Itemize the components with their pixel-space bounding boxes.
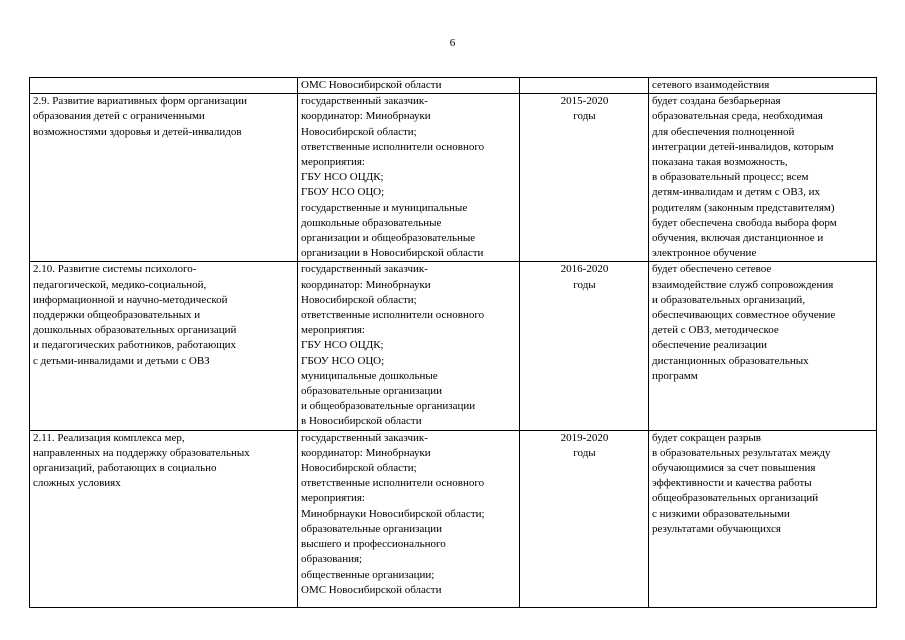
result-line: для обеспечения полноценной: [652, 125, 795, 138]
table-row: [30, 78, 877, 94]
executors-line: ГБОУ НСО ОЦО;: [301, 354, 385, 367]
event-cell: [30, 430, 298, 607]
executors-line: образования;: [301, 553, 363, 566]
executors-line: Новосибирской области;: [301, 293, 417, 306]
event-line: с детьми-инвалидами и детьми с ОВЗ: [33, 354, 210, 367]
result-line: и образовательных организаций,: [652, 293, 806, 306]
result-line: будет обеспечено сетевое: [652, 263, 772, 276]
period-line: 2019-2020: [560, 431, 609, 444]
executors-line: муниципальные дошкольные: [301, 369, 438, 382]
event-line: дошкольных образовательных организаций: [33, 324, 237, 337]
executors-cell: [298, 78, 520, 94]
executors-line: общественные организации;: [301, 568, 435, 581]
executors-line: ГБУ НСО ОЦДК;: [301, 339, 384, 352]
table-row: [30, 262, 877, 430]
executors-line: ответственные исполнители основного: [301, 477, 485, 490]
executors-line: государственный заказчик-: [301, 431, 428, 444]
period-cell: [520, 430, 649, 607]
result-line: программ: [652, 369, 698, 382]
event-line: 2.9. Развитие вариативных форм организации: [33, 95, 248, 108]
period-line: годы: [573, 110, 596, 123]
executors-line: Новосибирской области;: [301, 125, 417, 138]
result-line: будет создана безбарьерная: [652, 95, 781, 108]
event-line: направленных на поддержку образовательных: [33, 446, 250, 459]
result-line: обучения, включая дистанционное и: [652, 232, 824, 245]
result-cell: [649, 262, 877, 430]
executors-line: государственные и муниципальные: [301, 201, 468, 214]
result-cell: [649, 430, 877, 607]
event-line: сложных условиях: [33, 477, 121, 490]
event-cell: [30, 262, 298, 430]
executors-cell: [298, 430, 520, 607]
result-line: результатами обучающихся: [652, 522, 781, 535]
executors-line: ответственные исполнители основного: [301, 140, 485, 153]
period-cell: [520, 262, 649, 430]
event-cell: [30, 78, 298, 94]
period-line: 2015-2020: [560, 95, 609, 108]
executors-line: Минобрнауки Новосибирской области;: [301, 507, 485, 520]
result-line: показана такая возможность,: [652, 156, 788, 169]
executors-line: ответственные исполнители основного: [301, 309, 485, 322]
event-line: возможностями здоровья и детей-инвалидов: [33, 125, 242, 138]
result-line: детей с ОВЗ, методическое: [652, 324, 779, 337]
executors-line: организации и общеобразовательные: [301, 232, 476, 245]
result-line: общеобразовательных организаций: [652, 492, 819, 505]
period-line: годы: [573, 278, 596, 291]
executors-cell: [298, 94, 520, 262]
executors-line: ОМС Новосибирской области: [301, 79, 442, 91]
executors-line: координатор: Минобрнауки: [301, 110, 431, 123]
period-line: годы: [573, 446, 596, 459]
executors-line: мероприятия:: [301, 156, 365, 169]
executors-line: ОМС Новосибирской области: [301, 583, 442, 596]
result-line: интеграции детей-инвалидов, которым: [652, 140, 834, 153]
executors-line: координатор: Минобрнауки: [301, 278, 431, 291]
result-line: взаимодействие служб сопровождения: [652, 278, 834, 291]
page-number: 6: [449, 37, 456, 49]
event-line: 2.10. Развитие системы психолого-: [33, 263, 197, 276]
executors-line: в Новосибирской области: [301, 415, 422, 428]
result-cell: [649, 78, 877, 94]
result-line: будет сокращен разрыв: [652, 431, 761, 444]
period-cell: [520, 78, 649, 94]
event-line: образования детей с ограниченными: [33, 110, 205, 123]
result-cell: [649, 94, 877, 262]
period-line: 2016-2020: [560, 263, 609, 276]
executors-line: мероприятия:: [301, 492, 365, 505]
executors-line: образовательные организации: [301, 522, 443, 535]
result-line: обеспечение реализации: [652, 339, 768, 352]
program-measures-table: [29, 77, 877, 608]
result-line: обеспечивающих совместное обучение: [652, 309, 836, 322]
result-line: будет обеспечена свобода выбора форм: [652, 216, 837, 229]
result-line: детям-инвалидам и детям с ОВЗ, их: [652, 186, 821, 199]
event-line: педагогической, медико-социальной,: [33, 278, 207, 291]
result-line: эффективности и качества работы: [652, 477, 812, 490]
result-line: обучающимися за счет повышения: [652, 462, 816, 475]
event-line: 2.11. Реализация комплекса мер,: [33, 431, 185, 444]
executors-line: образовательные организации: [301, 385, 443, 398]
executors-line: государственный заказчик-: [301, 95, 428, 108]
table-row: [30, 430, 877, 607]
event-line: и педагогических работников, работающих: [33, 339, 237, 352]
executors-line: дошкольные образовательные: [301, 216, 442, 229]
executors-line: ГБОУ НСО ОЦО;: [301, 186, 385, 199]
executors-line: организации в Новосибирской области: [301, 247, 484, 260]
event-line: организаций, работающих в социально: [33, 462, 217, 475]
result-line: с низкими образовательными: [652, 507, 790, 520]
executors-line: и общеобразовательные организации: [301, 400, 476, 413]
executors-cell: [298, 262, 520, 430]
executors-line: Новосибирской области;: [301, 462, 417, 475]
event-line: поддержки общеобразовательных и: [33, 309, 201, 322]
executors-line: государственный заказчик-: [301, 263, 428, 276]
executors-line: координатор: Минобрнауки: [301, 446, 431, 459]
period-cell: [520, 94, 649, 262]
result-line: в образовательный процесс; всем: [652, 171, 809, 184]
result-line: сетевого взаимодействия: [652, 79, 770, 91]
result-line: образовательная среда, необходимая: [652, 110, 823, 123]
executors-line: мероприятия:: [301, 324, 365, 337]
table-row: [30, 94, 877, 262]
result-line: электронное обучение: [652, 247, 757, 260]
result-line: родителям (законным представителям): [652, 201, 835, 214]
result-line: дистанционных образовательных: [652, 354, 809, 367]
executors-line: высшего и профессионального: [301, 538, 446, 551]
event-cell: [30, 94, 298, 262]
result-line: в образовательных результатах между: [652, 446, 831, 459]
executors-line: ГБУ НСО ОЦДК;: [301, 171, 384, 184]
event-line: информационной и научно-методической: [33, 293, 228, 306]
